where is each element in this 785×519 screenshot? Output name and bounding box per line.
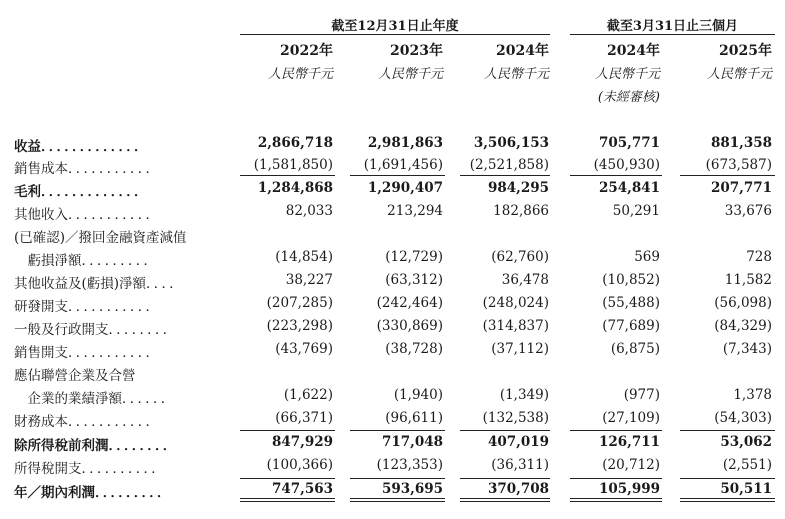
table-cell: 881,358 [710,135,772,151]
table-cell: (43,769) [275,341,333,357]
table-cell: (248,024) [482,295,549,311]
column-year: 2023年 [390,43,443,59]
subtotal-rule [460,478,550,479]
column-currency: 人民幣千元 [706,67,772,82]
table-cell: (123,353) [376,457,443,473]
table-cell: 3,506,153 [473,135,549,151]
row-leader-dots: ．．．．．．．．．．．．． [41,184,149,200]
total-double-rule [680,501,775,502]
table-cell: (7,343) [722,341,772,357]
table-cell: (56,098) [714,295,772,311]
subtotal-rule [460,430,550,431]
row-label-text: 企業的業績淨額 [14,391,122,407]
row-label-text: 虧損淨額 [14,253,82,269]
total-double-rule [350,498,445,499]
row-label [14,226,187,246]
row-label [14,135,149,155]
table-cell: 747,563 [271,481,333,497]
row-label-text: 銷售成本 [14,161,68,177]
subtotal-rule [460,175,550,176]
table-cell: (314,837) [482,318,549,334]
row-leader-dots: ．．．．．． [122,391,176,407]
table-cell: 705,771 [598,135,660,151]
table-cell: (1,691,456) [363,157,443,173]
table-cell: 407,019 [487,434,549,450]
row-label [14,341,160,361]
group-title-annual: 截至12月31日止年度 [331,19,459,34]
subtotal-rule [350,430,445,431]
table-cell: (6,875) [610,341,660,357]
row-label-text: 銷售開支 [14,345,68,361]
table-cell: (450,930) [593,157,660,173]
column-year: 2025年 [719,43,772,59]
table-cell: (62,760) [491,249,549,265]
column-year: 2024年 [607,43,660,59]
row-leader-dots: ．．．．．．．．．．． [68,161,160,177]
column-currency: 人民幣千元 [377,67,443,82]
column-currency: 人民幣千元 [483,67,549,82]
table-cell: 1,284,868 [257,180,333,196]
table-cell: 105,999 [598,481,660,497]
row-label [14,434,177,454]
header-underline [240,34,550,35]
table-cell: (37,112) [491,341,549,357]
total-double-rule [240,498,335,499]
table-cell: 254,841 [598,180,660,196]
total-double-rule [570,498,662,499]
header-underline [570,34,775,35]
subtotal-rule [570,175,662,176]
group-title-quarterly: 截至3月31日止三個月 [606,19,739,34]
subtotal-rule [680,430,775,431]
table-cell: (977) [623,387,660,403]
row-label [14,387,175,407]
row-label [14,180,149,200]
row-label [14,157,160,177]
subtotal-rule [680,478,775,479]
total-double-rule [570,501,662,502]
table-cell: 50,511 [720,481,772,497]
row-leader-dots: ．．．．．．．．． [81,253,158,269]
row-leader-dots: ．．．．．．．．．．． [68,207,160,223]
subtotal-rule [570,478,662,479]
table-cell: 82,033 [285,203,333,219]
row-label-text: 年／期內利潤 [14,485,95,501]
table-cell: (54,303) [714,410,772,426]
row-label-text: 所得稅開支 [14,461,82,477]
row-label-text: 一般及行政開支 [14,322,109,338]
table-cell: 847,929 [271,434,333,450]
row-label [14,272,184,292]
table-cell: 33,676 [724,203,772,219]
table-cell: (1,349) [499,387,549,403]
subtotal-rule [240,175,335,176]
row-label [14,295,160,315]
row-leader-dots: ．．．．．．．．．．． [68,299,160,315]
subtotal-rule [350,478,445,479]
table-cell: (66,371) [275,410,333,426]
subtotal-rule [350,175,445,176]
table-cell: 182,866 [493,203,549,219]
table-cell: 38,227 [285,272,333,288]
table-cell: (673,587) [705,157,772,173]
subtotal-rule [680,175,775,176]
table-cell: (96,611) [385,410,443,426]
unaudited-note: (未經審核) [597,90,660,105]
table-cell: (14,854) [275,249,333,265]
column-currency: 人民幣千元 [594,67,660,82]
table-cell: (2,521,858) [469,157,549,173]
table-cell: (132,538) [482,410,549,426]
table-cell: 11,582 [724,272,772,288]
table-cell: (77,689) [602,318,660,334]
column-currency: 人民幣千元 [267,67,333,82]
table-cell: (84,329) [714,318,772,334]
table-cell: 370,708 [487,481,549,497]
table-cell: 36,478 [501,272,549,288]
total-double-rule [240,501,335,502]
table-cell: (223,298) [266,318,333,334]
column-year: 2024年 [496,43,549,59]
subtotal-rule [240,478,335,479]
row-leader-dots: ．．．．．．．．．．． [68,414,160,430]
subtotal-rule [570,430,662,431]
row-label [14,318,177,338]
table-cell: (12,729) [385,249,443,265]
table-cell: (27,109) [602,410,660,426]
table-cell: 728 [746,249,772,265]
table-cell: (1,940) [393,387,443,403]
table-cell: 50,291 [612,203,660,219]
table-cell: 207,771 [710,180,772,196]
table-cell: (207,285) [266,295,333,311]
row-label-text: 收益 [14,139,41,155]
row-label [14,249,158,269]
row-label [14,203,160,223]
row-label-text: 研發開支 [14,299,68,315]
table-cell: 126,711 [598,434,660,450]
total-double-rule [460,498,550,499]
table-cell: (10,852) [602,272,660,288]
row-leader-dots: ．．．．．．．．．． [81,461,166,477]
table-cell: (1,622) [283,387,333,403]
table-cell: (63,312) [385,272,443,288]
row-label-text: 財務成本 [14,414,68,430]
total-double-rule [350,501,445,502]
table-cell: (2,551) [722,457,772,473]
row-leader-dots: ．．．．．．．．． [95,485,172,501]
row-leader-dots: ．．．．．．．．．．． [68,345,160,361]
table-cell: 2,866,718 [257,135,333,151]
table-cell: (100,366) [266,457,333,473]
table-cell: (242,464) [376,295,443,311]
row-label-text: 其他收益及(虧損)淨額 [14,276,147,292]
table-cell: (55,488) [602,295,660,311]
row-label [14,457,166,477]
row-leader-dots: ．．．．．．．． [108,322,178,338]
row-label-text: 毛利 [14,184,41,200]
row-label [14,481,172,501]
row-leader-dots: ．．．．．．．． [108,438,178,454]
row-leader-dots: ．．．．．．．．．．．．． [41,139,149,155]
table-cell: 569 [634,249,660,265]
table-cell: 2,981,863 [367,135,443,151]
total-double-rule [460,501,550,502]
table-cell: (20,712) [602,457,660,473]
row-label-text: (已確認)／撥回金融資產減值 [14,230,187,246]
row-label-text: 其他收入 [14,207,68,223]
table-cell: 717,048 [381,434,443,450]
table-cell: (36,311) [491,457,549,473]
total-double-rule [680,498,775,499]
column-year: 2022年 [280,43,333,59]
row-label [14,364,136,384]
row-label-text: 應佔聯營企業及合營 [14,368,136,384]
table-cell: (330,869) [376,318,443,334]
table-cell: (1,581,850) [253,157,333,173]
table-cell: 1,378 [733,387,772,403]
table-cell: 1,290,407 [367,180,443,196]
row-leader-dots: ．．．． [146,276,184,292]
subtotal-rule [240,430,335,431]
table-cell: 53,062 [720,434,772,450]
row-label [14,410,160,430]
table-cell: 984,295 [487,180,549,196]
row-label-text: 除所得稅前利潤 [14,438,109,454]
table-cell: (38,728) [385,341,443,357]
table-cell: 593,695 [381,481,443,497]
table-cell: 213,294 [387,203,443,219]
